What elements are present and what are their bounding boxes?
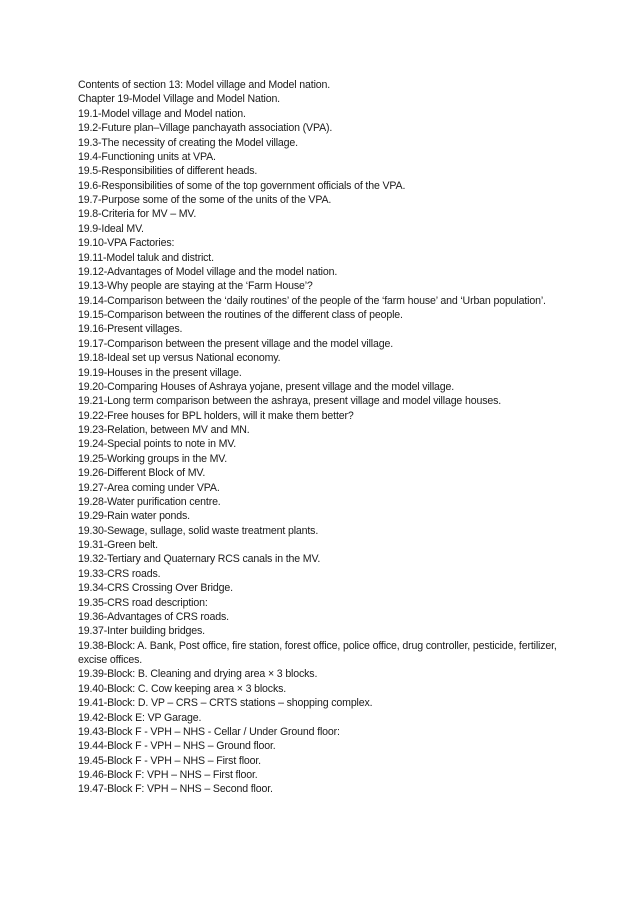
list-item: 19.11-Model taluk and district. bbox=[78, 251, 214, 264]
chapter-title: Chapter 19-Model Village and Model Nation. bbox=[78, 93, 280, 106]
list-item: 19.19-Houses in the present village. bbox=[78, 366, 242, 379]
list-item: 19.27-Area coming under VPA. bbox=[78, 481, 220, 494]
list-item: 19.25-Working groups in the MV. bbox=[78, 452, 228, 465]
list-item: 19.47-Block F: VPH – NHS – Second floor. bbox=[78, 783, 273, 796]
list-item: 19.6-Responsibilities of some of the top government officials of the VPA. bbox=[78, 179, 406, 192]
list-item: 19.9-Ideal MV. bbox=[78, 222, 144, 235]
list-item: 19.15-Comparison between the routines of the different class of people. bbox=[78, 309, 403, 321]
list-item: 19.22-Free houses for BPL holders, will it make them better? bbox=[78, 409, 354, 422]
list-item: 19.1-Model village and Model nation. bbox=[78, 107, 246, 120]
list-item: 19.43-Block F - VPH – NHS - Cellar / Under Ground floor: bbox=[78, 725, 340, 738]
contents-list bbox=[78, 107, 558, 797]
list-item: 19.14-Comparison between the ‘daily routines’ of the people of the ‘farm house’ and ‘Urban population’. bbox=[78, 294, 546, 307]
list-item: 19.4-Functioning units at VPA. bbox=[78, 150, 216, 163]
list-item: 19.37-Inter building bridges. bbox=[78, 625, 205, 638]
list-item: 19.35-CRS road description: bbox=[78, 596, 208, 609]
list-item: 19.18-Ideal set up versus National economy. bbox=[78, 352, 281, 365]
list-item: 19.46-Block F: VPH – NHS – First floor. bbox=[78, 769, 258, 781]
list-item: 19.45-Block F - VPH – NHS – First floor. bbox=[78, 754, 261, 767]
list-item: 19.31-Green belt. bbox=[78, 539, 158, 551]
list-item: 19.26-Different Block of MV. bbox=[78, 467, 206, 480]
list-item: 19.5-Responsibilities of different heads. bbox=[78, 165, 258, 178]
list-item: 19.30-Sewage, sullage, solid waste treatment plants. bbox=[78, 524, 319, 537]
list-item: 19.2-Future plan–Village panchayath association (VPA). bbox=[78, 122, 333, 135]
list-item: 19.3-The necessity of creating the Model village. bbox=[78, 136, 298, 149]
list-item: 19.24-Special points to note in MV. bbox=[78, 438, 237, 451]
list-item: 19.8-Criteria for MV – MV. bbox=[78, 208, 197, 221]
list-item: 19.40-Block: C. Cow keeping area × 3 blocks. bbox=[78, 682, 287, 695]
list-item: 19.16-Present villages. bbox=[78, 323, 183, 336]
list-item: 19.32-Tertiary and Quaternary RCS canals in the MV. bbox=[78, 553, 321, 566]
list-item: 19.44-Block F - VPH – NHS – Ground floor. bbox=[78, 740, 276, 753]
list-item: 19.10-VPA Factories: bbox=[78, 237, 175, 250]
contents-page bbox=[78, 78, 558, 797]
list-item: 19.12-Advantages of Model village and the model nation. bbox=[78, 265, 338, 278]
list-item: 19.34-CRS Crossing Over Bridge. bbox=[78, 582, 233, 595]
list-item: 19.21-Long term comparison between the ashraya, present village and model village houses. bbox=[78, 395, 502, 408]
list-item: 19.13-Why people are staying at the ‘Farm House’? bbox=[78, 280, 313, 293]
list-item: 19.28-Water purification centre. bbox=[78, 495, 221, 508]
list-item: 19.36-Advantages of CRS roads. bbox=[78, 610, 229, 623]
list-item: 19.7-Purpose some of the some of the units of the VPA. bbox=[78, 194, 332, 206]
list-item: 19.23-Relation, between MV and MN. bbox=[78, 424, 250, 436]
list-item: 19.39-Block: B. Cleaning and drying area × 3 blocks. bbox=[78, 668, 318, 681]
list-item: 19.33-CRS roads. bbox=[78, 567, 161, 580]
list-item: 19.17-Comparison between the present village and the model village. bbox=[78, 337, 394, 350]
list-item: 19.38-Block: A. Bank, Post office, fire station, forest office, police office, drug controller, pesticide, fertilizer, excise offices. bbox=[78, 639, 557, 666]
list-item: 19.29-Rain water ponds. bbox=[78, 510, 190, 523]
list-item: 19.20-Comparing Houses of Ashraya yojane, present village and the model village. bbox=[78, 380, 455, 393]
list-item: 19.42-Block E: VP Garage. bbox=[78, 711, 202, 724]
section-heading: Contents of section 13: Model village and Model nation. bbox=[78, 79, 331, 91]
list-item: 19.41-Block: D. VP – CRS – CRTS stations – shopping complex. bbox=[78, 697, 373, 710]
